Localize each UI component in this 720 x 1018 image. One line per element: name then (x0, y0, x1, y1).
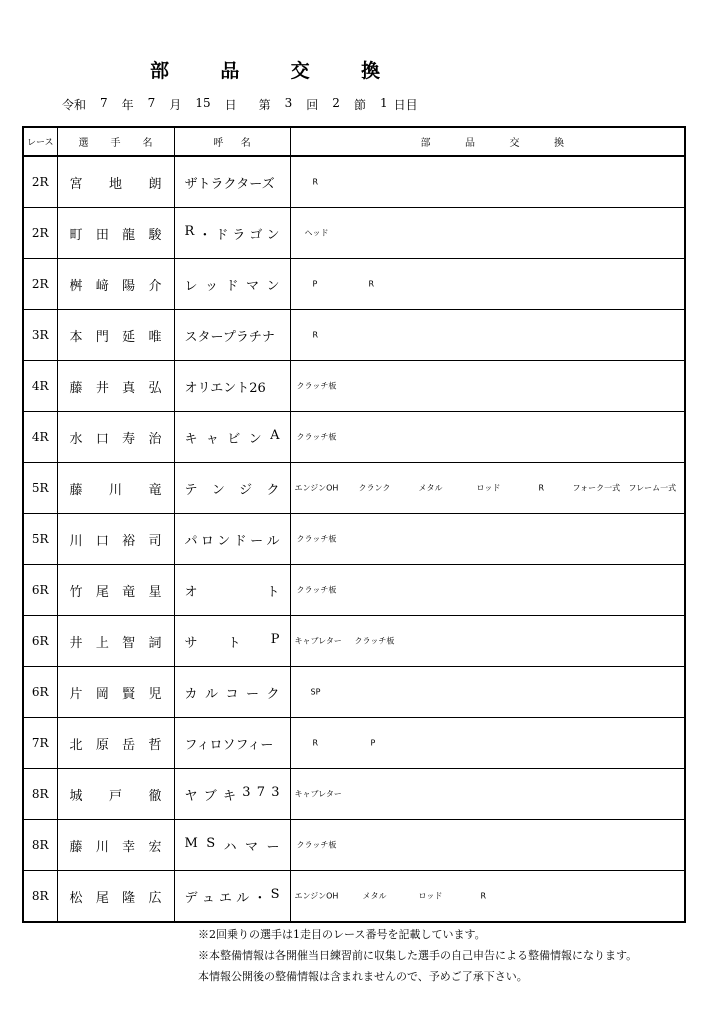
rider-name-char: 哲 (148, 737, 162, 753)
rider-nickname-char: ラ (232, 227, 246, 243)
date-token: 日目 (393, 98, 418, 112)
rider-name-char: 上 (95, 635, 109, 651)
rider-name-char: 竹 (69, 584, 83, 600)
rider-nickname-char: オ (184, 584, 198, 600)
parts-exchanged (290, 208, 685, 259)
race-number: 8R (23, 871, 57, 923)
header-nick (174, 127, 290, 156)
rider-nickname (174, 361, 290, 412)
rider-nickname-char: 3 (271, 784, 280, 800)
rider-nickname-char: パ (184, 533, 198, 549)
rider-name-char: 賢 (122, 686, 136, 702)
parts-exchanged (290, 412, 685, 463)
rider-name-char: 唯 (148, 329, 162, 345)
parts-exchanged (290, 310, 685, 361)
rider-name (57, 820, 174, 871)
part-item: R (368, 279, 375, 289)
table-row (23, 310, 685, 361)
rider-nickname-char: ド (233, 533, 247, 549)
rider-name-char: 片 (69, 686, 83, 702)
rider-nickname-char: ト (266, 584, 280, 600)
part-item: ヘッド (304, 228, 329, 238)
header-name-char: 手 (110, 138, 121, 149)
rider-nickname (174, 310, 290, 361)
rider-nickname-char: 3 (242, 784, 251, 800)
parts-exchanged (290, 514, 685, 565)
rider-nickname-char: ン (266, 227, 280, 243)
rider-name-char: 原 (95, 737, 109, 753)
race-number: 6R (23, 565, 57, 616)
rider-name-char: 川 (69, 533, 83, 549)
part-item: クランク (358, 483, 391, 493)
table-row (23, 412, 685, 463)
rider-nickname-char: ュ (201, 890, 215, 906)
date-token: 年 (121, 98, 134, 112)
date-token: 月 (169, 98, 182, 112)
rider-name-char: 田 (95, 227, 109, 243)
title-char: 交 (290, 60, 310, 82)
rider-name-char: 星 (148, 584, 162, 600)
rider-name-char: 岳 (122, 737, 136, 753)
date-token: 回 (306, 98, 319, 112)
table-row (23, 259, 685, 310)
race-number: 8R (23, 769, 57, 820)
parts-exchanged (290, 259, 685, 310)
part-item: クラッチ板 (296, 534, 337, 544)
rider-name-char: 宏 (148, 839, 162, 855)
rider-nickname (174, 769, 290, 820)
rider-nickname-char: A (270, 427, 280, 443)
rider-nickname-char: フィロソフィー (184, 737, 274, 753)
rider-name-char: 介 (148, 278, 162, 294)
part-item: キャブレター (294, 636, 342, 646)
race-number: 8R (23, 820, 57, 871)
rider-name-char: 戸 (108, 788, 122, 804)
parts-exchanged (290, 667, 685, 718)
page-title (150, 56, 380, 83)
header-name-char: 選 (78, 138, 89, 149)
rider-name-char: 裕 (122, 533, 136, 549)
date-token: 15 (195, 96, 211, 110)
table-row (23, 820, 685, 871)
rider-nickname-char: エ (218, 890, 232, 906)
rider-name-char: 水 (69, 431, 83, 447)
table-row (23, 718, 685, 769)
rider-name-char: 真 (122, 380, 136, 396)
rider-nickname (174, 514, 290, 565)
rider-name-char: 桝 (69, 278, 83, 294)
footnotes (198, 924, 637, 987)
rider-name-char: 弘 (148, 380, 162, 396)
rider-name-char: 地 (108, 176, 122, 192)
part-item: R (312, 330, 319, 340)
rider-nickname (174, 565, 290, 616)
rider-nickname-char: M (184, 835, 198, 851)
part-item: エンジンOH (294, 483, 339, 493)
parts-exchanged (290, 463, 685, 514)
race-number: 3R (23, 310, 57, 361)
rider-name-char: 藤 (69, 839, 83, 855)
rider-name-char: 竜 (148, 482, 162, 498)
rider-name-char: 尾 (95, 890, 109, 906)
rider-name-char: 藤 (69, 482, 83, 498)
header-parts-char: 部 (420, 138, 431, 149)
rider-nickname-char: ル (266, 533, 280, 549)
rider-nickname-char: P (270, 631, 280, 647)
parts-exchanged (290, 871, 685, 923)
part-item: キャブレター (294, 789, 342, 799)
rider-name-char: 詞 (148, 635, 162, 651)
rider-name-char: 広 (148, 890, 162, 906)
rider-nickname-char: キ (184, 431, 198, 447)
part-item: フレーム一式 (628, 483, 677, 493)
part-item: R (312, 738, 319, 748)
rider-name-char: 尾 (95, 584, 109, 600)
rider-nickname-char: オリエント26 (184, 380, 266, 396)
rider-nickname-char: サ (184, 635, 198, 651)
date-token: 7 (147, 96, 156, 110)
rider-name (57, 361, 174, 412)
date-token: 7 (100, 96, 108, 110)
date-token: 日 (224, 98, 237, 112)
part-item: クラッチ板 (354, 636, 395, 646)
rider-name-char: 北 (69, 737, 83, 753)
rider-nickname-char: ル (204, 686, 218, 702)
rider-name (57, 514, 174, 565)
rider-nickname-char: ヤ (184, 788, 198, 804)
rider-name-char: 司 (148, 533, 162, 549)
rider-nickname (174, 667, 290, 718)
rider-nickname-char: ロ (200, 533, 214, 549)
rider-name-char: 駿 (148, 227, 162, 243)
parts-exchanged (290, 156, 685, 208)
header-race: レース (23, 127, 57, 156)
footnote-line: ※本整備情報は各開催当日練習前に収集した選手の自己申告による整備情報になります。 (198, 949, 638, 962)
parts-exchanged (290, 616, 685, 667)
rider-name (57, 156, 174, 208)
parts-exchanged (290, 820, 685, 871)
parts-exchanged (290, 718, 685, 769)
rider-nickname (174, 463, 290, 514)
rider-nickname-char: レ (184, 278, 198, 294)
part-item: エンジンOH (294, 891, 339, 901)
part-item: P (312, 279, 318, 289)
race-number: 5R (23, 514, 57, 565)
part-item: クラッチ板 (296, 585, 337, 595)
part-item: ロッド (476, 483, 501, 493)
rider-nickname (174, 412, 290, 463)
rider-name-char: 口 (95, 431, 109, 447)
header-parts (290, 127, 685, 156)
footnote-line: ※2回乗りの選手は1走目のレース番号を記載しています。 (198, 928, 486, 941)
rider-name-char: 児 (148, 686, 162, 702)
header-nick-char: 名 (240, 138, 251, 149)
date-line (62, 96, 482, 113)
rider-nickname (174, 820, 290, 871)
table-row (23, 463, 685, 514)
rider-name (57, 463, 174, 514)
table-row (23, 667, 685, 718)
rider-name-char: 宮 (69, 176, 83, 192)
rider-nickname (174, 718, 290, 769)
rider-name (57, 718, 174, 769)
date-token: 節 (353, 98, 366, 112)
rider-nickname-char: スタープラチナ (184, 329, 275, 345)
rider-name-char: 朗 (148, 176, 162, 192)
rider-nickname-char: ド (215, 227, 229, 243)
part-item: フォーク一式 (572, 483, 621, 493)
header-name-char: 名 (142, 138, 153, 149)
race-number: 4R (23, 361, 57, 412)
table-row (23, 616, 685, 667)
rider-nickname-char: ッ (204, 278, 218, 294)
rider-name (57, 259, 174, 310)
part-item: P (370, 738, 376, 748)
rider-nickname-char: ー (266, 839, 280, 855)
rider-nickname-char: ド (225, 278, 239, 294)
part-item: クラッチ板 (296, 381, 337, 391)
rider-name-char: 徹 (148, 788, 162, 804)
rider-nickname-char: S (206, 835, 216, 851)
table-row (23, 871, 685, 923)
rider-nickname-char: コ (225, 686, 239, 702)
rider-name (57, 616, 174, 667)
rider-nickname-char: ザトラクターズ (184, 176, 275, 192)
header-parts-char: 交 (509, 138, 520, 149)
rider-nickname-char: ー (250, 533, 264, 549)
parts-exchanged (290, 769, 685, 820)
rider-name (57, 310, 174, 361)
race-number: 4R (23, 412, 57, 463)
rider-nickname-char: ン (217, 533, 231, 549)
rider-name-char: 隆 (122, 890, 136, 906)
part-item: メタル (362, 891, 387, 901)
rider-nickname-char: ブ (203, 788, 217, 804)
date-token: 2 (332, 96, 340, 110)
rider-nickname-char: ン (211, 482, 225, 498)
race-number: 2R (23, 208, 57, 259)
race-number: 2R (23, 156, 57, 208)
rider-name-char: 延 (122, 329, 136, 345)
rider-nickname-char: ン (266, 278, 280, 294)
rider-name-char: 﨑 (95, 278, 109, 294)
header-parts-char: 換 (554, 138, 564, 149)
part-item: クラッチ板 (296, 432, 337, 442)
rider-name (57, 871, 174, 923)
rider-name-char: 川 (108, 482, 122, 498)
rider-name-char: 松 (69, 890, 83, 906)
rider-name-char: 藤 (69, 380, 83, 396)
parts-exchanged (290, 565, 685, 616)
race-number: 7R (23, 718, 57, 769)
rider-nickname-char: キ (222, 788, 236, 804)
rider-name-char: 岡 (95, 686, 109, 702)
rider-nickname-char: デ (184, 890, 198, 906)
rider-name-char: 井 (69, 635, 83, 651)
header-nick-char: 呼 (213, 138, 224, 149)
rider-nickname-char: ビ (227, 431, 241, 447)
table-row (23, 769, 685, 820)
rider-name (57, 208, 174, 259)
rider-name (57, 412, 174, 463)
part-item: メタル (418, 483, 443, 493)
part-item: R (538, 483, 545, 493)
rider-name-char: 川 (95, 839, 109, 855)
rider-nickname-char: ト (227, 635, 241, 651)
title-char: 換 (360, 60, 380, 82)
rider-name (57, 769, 174, 820)
rider-nickname (174, 208, 290, 259)
part-item: ロッド (418, 891, 443, 901)
table-row (23, 208, 685, 259)
rider-nickname (174, 259, 290, 310)
part-item: SP (310, 687, 321, 697)
table-row (23, 156, 685, 208)
part-item: クラッチ板 (296, 840, 337, 850)
rider-nickname-char: ル (236, 890, 250, 906)
rider-nickname-char: ン (248, 431, 262, 447)
date-token: 令和 (62, 98, 87, 112)
rider-nickname-char: ャ (205, 431, 219, 447)
rider-name-char: 井 (95, 380, 109, 396)
rider-nickname-char: マ (245, 839, 259, 855)
table-row (23, 565, 685, 616)
race-number: 5R (23, 463, 57, 514)
rider-name-char: 陽 (122, 278, 136, 294)
race-number: 6R (23, 667, 57, 718)
rider-nickname-char: ・ (253, 890, 267, 906)
race-number: 2R (23, 259, 57, 310)
rider-nickname-char: ジ (239, 482, 253, 498)
date-token: 3 (284, 96, 293, 110)
rider-nickname-char: ク (266, 482, 280, 498)
table-row (23, 514, 685, 565)
rider-nickname-char: 7 (256, 784, 265, 800)
rider-name-char: 口 (95, 533, 109, 549)
rider-name (57, 667, 174, 718)
rider-name-char: 寿 (122, 431, 136, 447)
title-char: 品 (220, 60, 240, 82)
header-parts-char: 品 (465, 138, 475, 149)
rider-name-char: 門 (95, 329, 109, 345)
rider-name (57, 565, 174, 616)
rider-name-char: 城 (69, 788, 83, 804)
rider-nickname-char: S (270, 886, 280, 902)
rider-name-char: 町 (69, 227, 83, 243)
title-char: 部 (150, 60, 170, 82)
rider-nickname-char: カ (184, 686, 198, 702)
rider-nickname (174, 156, 290, 208)
rider-name-char: 幸 (122, 839, 136, 855)
rider-name-char: 智 (122, 635, 136, 651)
rider-nickname-char: ー (245, 686, 259, 702)
part-item: R (312, 177, 319, 187)
rider-nickname-char: ク (266, 686, 280, 702)
rider-nickname-char: R (184, 223, 195, 239)
rider-nickname-char: テ (184, 482, 198, 498)
header-name (57, 127, 174, 156)
rider-name-char: 龍 (122, 227, 136, 243)
rider-nickname (174, 616, 290, 667)
rider-nickname-char: ・ (198, 227, 212, 243)
table-row (23, 361, 685, 412)
parts-exchange-table (22, 126, 686, 923)
rider-name-char: 竜 (122, 584, 136, 600)
part-item: R (480, 891, 487, 901)
footnote-line: 本情報公開後の整備情報は含まれませんので、予めご了承下さい。 (198, 970, 528, 983)
date-token: 第 (258, 98, 271, 112)
rider-nickname (174, 871, 290, 923)
parts-exchanged (290, 361, 685, 412)
table-header-row (23, 127, 685, 156)
rider-name-char: 本 (69, 329, 83, 345)
rider-name-char: 治 (148, 431, 162, 447)
rider-nickname-char: ゴ (249, 227, 263, 243)
race-number: 6R (23, 616, 57, 667)
rider-nickname-char: ハ (223, 839, 237, 855)
rider-nickname-char: マ (245, 278, 259, 294)
date-token: 1 (379, 96, 388, 110)
